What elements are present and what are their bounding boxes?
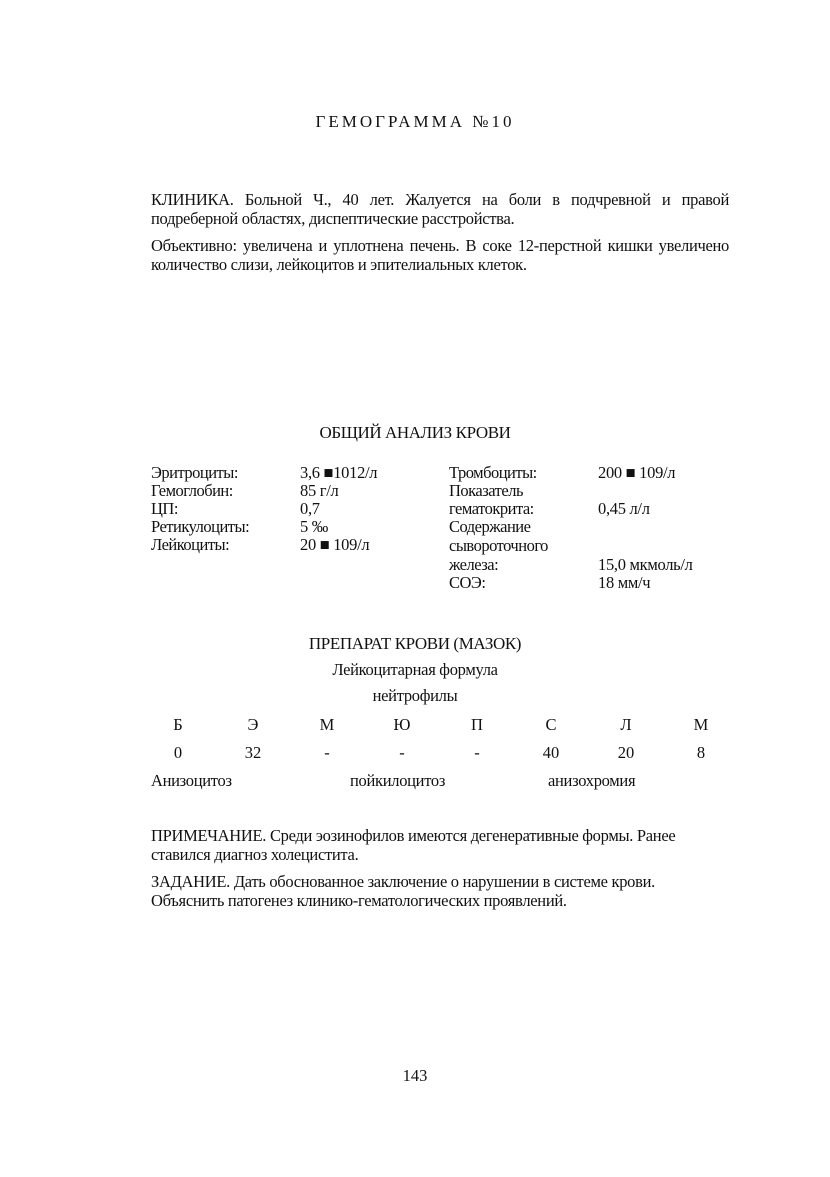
- leukocytes-label: Лейкоциты:: [151, 535, 230, 554]
- formula-col-band: П: [471, 715, 483, 734]
- task-line-1: ЗАДАНИЕ. Дать обоснованное заключение о нарушении в системе крови.: [151, 872, 655, 891]
- formula-value-band: -: [474, 743, 480, 762]
- erythrocytes-value: 3,6 ■1012/л: [300, 463, 378, 482]
- reticulocytes-label: Ретикулоциты:: [151, 517, 250, 536]
- leukocyte-formula-heading: Лейкоцитарная формула: [332, 660, 498, 679]
- iron-label-1: Содержание: [449, 517, 531, 536]
- reticulocytes-value: 5 ‰: [300, 517, 328, 536]
- poikilocytosis-label: пойкилоцитоз: [350, 771, 446, 790]
- esr-value: 18 мм/ч: [598, 573, 651, 592]
- page-number: 143: [402, 1066, 428, 1085]
- formula-col-eosinophils: Э: [247, 715, 259, 734]
- formula-value-eosinophils: 32: [244, 743, 262, 762]
- page-title: ГЕМОГРАММА №10: [315, 112, 515, 131]
- hematocrit-label-1: Показатель: [449, 481, 523, 500]
- formula-value-basophils: 0: [173, 743, 183, 762]
- hemoglobin-label: Гемоглобин:: [151, 481, 233, 500]
- formula-col-myelocytes: М: [319, 715, 335, 734]
- smear-heading: ПРЕПАРАТ КРОВИ (МАЗОК): [308, 634, 522, 653]
- clinic-paragraph: КЛИНИКА. Больной Ч., 40 лет. Жалуется на боли в подчревной и правой подреберной областях, диспептические расстройства.: [151, 190, 729, 228]
- task-line-2: Объяснить патогенез клинико-гематологических проявлений.: [151, 891, 567, 910]
- formula-value-monocytes: 8: [696, 743, 706, 762]
- iron-label-3: железа:: [449, 555, 499, 574]
- esr-label: СОЭ:: [449, 573, 486, 592]
- note-line-2: ставился диагноз холецистита.: [151, 845, 359, 864]
- iron-label-2: сывороточного: [449, 536, 548, 555]
- platelets-label: Тромбоциты:: [449, 463, 537, 482]
- formula-value-lymphocytes: 20: [617, 743, 635, 762]
- formula-col-monocytes: М: [693, 715, 709, 734]
- objective-paragraph: Объективно: увеличена и уплотнена печень. В соке 12-перстной кишки увеличено количество слизи, лейкоцитов и эпителиальных клеток.: [151, 236, 729, 274]
- hemoglobin-value: 85 г/л: [300, 481, 339, 500]
- erythrocytes-label: Эритроциты:: [151, 463, 238, 482]
- formula-col-lymphocytes: Л: [620, 715, 632, 734]
- platelets-value: 200 ■ 109/л: [598, 463, 676, 482]
- anisochromia-label: анизохромия: [548, 771, 636, 790]
- formula-col-metamyelocytes: Ю: [393, 715, 411, 734]
- color-index-label: ЦП:: [151, 499, 178, 518]
- note-line-1: ПРИМЕЧАНИЕ. Среди эозинофилов имеются дегенеративные формы. Ранее: [151, 826, 676, 845]
- hematocrit-value: 0,45 л/л: [598, 499, 650, 518]
- formula-value-metamyelocytes: -: [399, 743, 405, 762]
- formula-col-basophils: Б: [173, 715, 183, 734]
- formula-value-segmented: 40: [542, 743, 560, 762]
- leukocytes-value: 20 ■ 109/л: [300, 535, 370, 554]
- formula-value-myelocytes: -: [324, 743, 330, 762]
- formula-col-segmented: С: [545, 715, 557, 734]
- anisocytosis-label: Анизоцитоз: [151, 771, 232, 790]
- neutrophils-label: нейтрофилы: [372, 686, 458, 705]
- hematocrit-label-2: гематокрита:: [449, 499, 534, 518]
- serum-iron-value: 15,0 мкмоль/л: [598, 555, 693, 574]
- color-index-value: 0,7: [300, 499, 320, 518]
- blood-analysis-heading: ОБЩИЙ АНАЛИЗ КРОВИ: [319, 423, 511, 442]
